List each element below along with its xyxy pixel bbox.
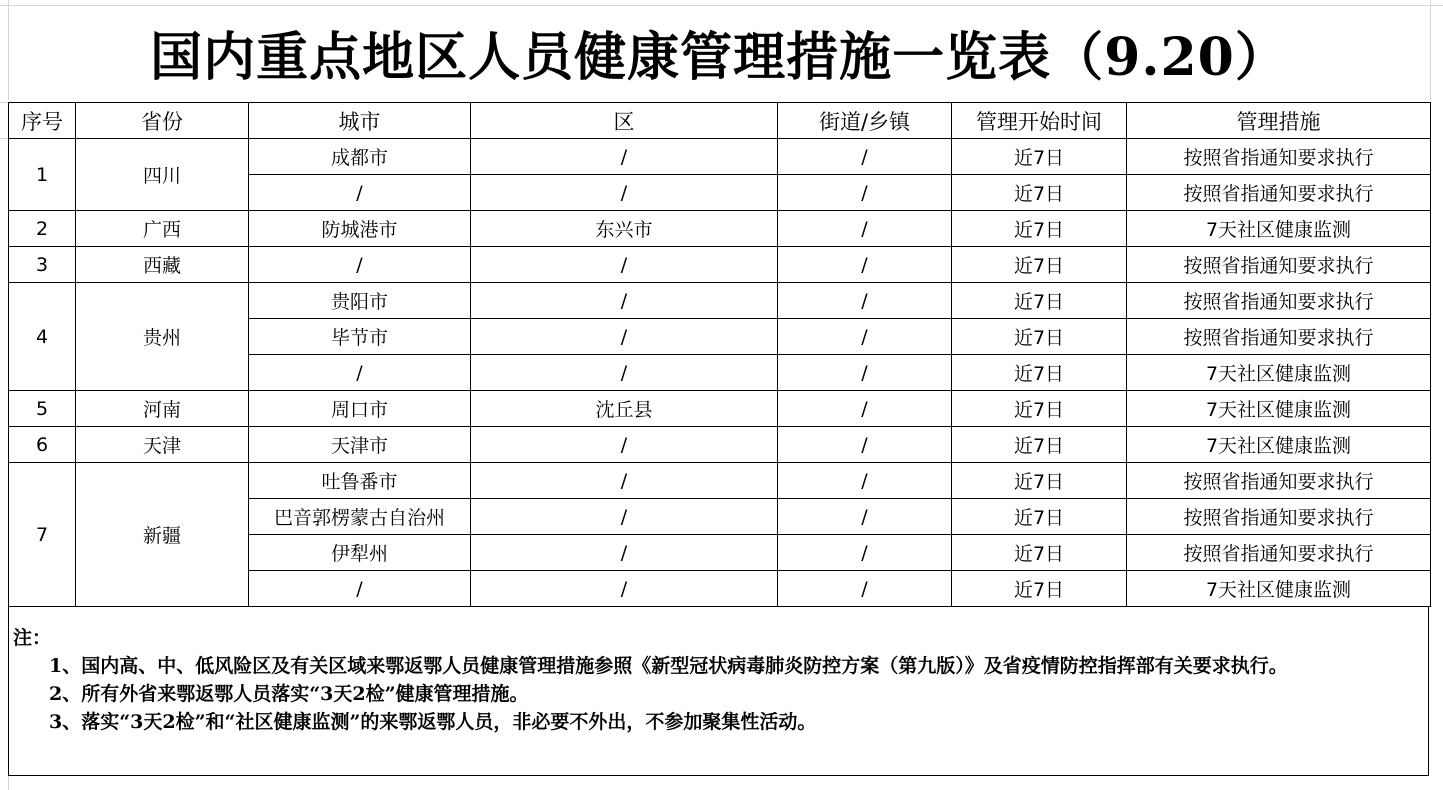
table-row xyxy=(9,139,1431,175)
cell-district[interactable]: / xyxy=(471,499,778,535)
cell-district[interactable]: / xyxy=(471,283,778,319)
cell-city[interactable]: 贵阳市 xyxy=(249,283,471,319)
cell-start-time[interactable]: 近7日 xyxy=(952,499,1127,535)
cell-no[interactable]: 3 xyxy=(9,247,76,283)
cell-province[interactable]: 天津 xyxy=(76,427,249,463)
cell-street[interactable]: / xyxy=(778,247,952,283)
cell-street[interactable]: / xyxy=(778,499,952,535)
cell-province[interactable]: 广西 xyxy=(76,211,249,247)
cell-measure[interactable]: 按照省指通知要求执行 xyxy=(1127,247,1431,283)
cell-province[interactable]: 新疆 xyxy=(76,463,249,607)
cell-start-time[interactable]: 近7日 xyxy=(952,427,1127,463)
page-title: 国内重点地区人员健康管理措施一览表（9.20） xyxy=(150,27,1288,88)
cell-district[interactable]: / xyxy=(471,139,778,175)
header-row xyxy=(9,103,1431,139)
cell-city[interactable]: / xyxy=(249,247,471,283)
cell-measure[interactable]: 7天社区健康监测 xyxy=(1127,211,1431,247)
cell-street[interactable]: / xyxy=(778,175,952,211)
cell-no[interactable]: 7 xyxy=(9,463,76,607)
cell-measure[interactable]: 7天社区健康监测 xyxy=(1127,571,1431,607)
cell-district[interactable]: 沈丘县 xyxy=(471,391,778,427)
cell-measure[interactable]: 按照省指通知要求执行 xyxy=(1127,283,1431,319)
cell-start-time[interactable]: 近7日 xyxy=(952,283,1127,319)
cell-street[interactable]: / xyxy=(778,391,952,427)
notes-label: 注： xyxy=(13,627,52,649)
cell-city[interactable]: 天津市 xyxy=(249,427,471,463)
notes-section xyxy=(8,606,1429,776)
cell-no[interactable]: 2 xyxy=(9,211,76,247)
cell-street[interactable]: / xyxy=(778,355,952,391)
table-body xyxy=(9,139,1431,607)
table-row xyxy=(9,247,1431,283)
cell-street[interactable]: / xyxy=(778,283,952,319)
cell-start-time[interactable]: 近7日 xyxy=(952,211,1127,247)
cell-no[interactable]: 1 xyxy=(9,139,76,211)
table-row xyxy=(9,211,1431,247)
table-row xyxy=(9,283,1431,319)
cell-city[interactable]: / xyxy=(249,175,471,211)
header-street[interactable]: 街道/乡镇 xyxy=(778,103,952,139)
cell-city[interactable]: 防城港市 xyxy=(249,211,471,247)
cell-measure[interactable]: 7天社区健康监测 xyxy=(1127,427,1431,463)
cell-district[interactable]: / xyxy=(471,427,778,463)
cell-start-time[interactable]: 近7日 xyxy=(952,247,1127,283)
cell-district[interactable]: / xyxy=(471,175,778,211)
cell-measure[interactable]: 按照省指通知要求执行 xyxy=(1127,499,1431,535)
cell-measure[interactable]: 按照省指通知要求执行 xyxy=(1127,319,1431,355)
cell-district[interactable]: / xyxy=(471,319,778,355)
cell-measure[interactable]: 7天社区健康监测 xyxy=(1127,355,1431,391)
cell-no[interactable]: 5 xyxy=(9,391,76,427)
cell-measure[interactable]: 按照省指通知要求执行 xyxy=(1127,139,1431,175)
cell-city[interactable]: 成都市 xyxy=(249,139,471,175)
header-district[interactable]: 区 xyxy=(471,103,778,139)
header-province[interactable]: 省份 xyxy=(76,103,249,139)
cell-district[interactable]: 东兴市 xyxy=(471,211,778,247)
cell-start-time[interactable]: 近7日 xyxy=(952,355,1127,391)
table-row xyxy=(9,391,1431,427)
table-row xyxy=(9,427,1431,463)
cell-street[interactable]: / xyxy=(778,139,952,175)
cell-start-time[interactable]: 近7日 xyxy=(952,571,1127,607)
cell-street[interactable]: / xyxy=(778,319,952,355)
cell-no[interactable]: 4 xyxy=(9,283,76,391)
cell-measure[interactable]: 按照省指通知要求执行 xyxy=(1127,535,1431,571)
cell-measure[interactable]: 按照省指通知要求执行 xyxy=(1127,175,1431,211)
cell-district[interactable]: / xyxy=(471,535,778,571)
cell-street[interactable]: / xyxy=(778,535,952,571)
cell-district[interactable]: / xyxy=(471,355,778,391)
note-item-2: 2、所有外省来鄂返鄂人员落实“3天2检”健康管理措施。 xyxy=(49,683,529,705)
cell-province[interactable]: 河南 xyxy=(76,391,249,427)
measures-table xyxy=(8,102,1431,607)
note-item-3: 3、落实“3天2检”和“社区健康监测”的来鄂返鄂人员，非必要不外出，不参加聚集性活动。 xyxy=(49,711,817,733)
header-measure[interactable]: 管理措施 xyxy=(1127,103,1431,139)
cell-city[interactable]: 巴音郭楞蒙古自治州 xyxy=(249,499,471,535)
cell-start-time[interactable]: 近7日 xyxy=(952,175,1127,211)
header-city[interactable]: 城市 xyxy=(249,103,471,139)
cell-street[interactable]: / xyxy=(778,427,952,463)
cell-city[interactable]: / xyxy=(249,571,471,607)
cell-city[interactable]: 伊犁州 xyxy=(249,535,471,571)
cell-street[interactable]: / xyxy=(778,571,952,607)
cell-start-time[interactable]: 近7日 xyxy=(952,463,1127,499)
cell-start-time[interactable]: 近7日 xyxy=(952,391,1127,427)
cell-district[interactable]: / xyxy=(471,247,778,283)
header-start-time[interactable]: 管理开始时间 xyxy=(952,103,1127,139)
cell-start-time[interactable]: 近7日 xyxy=(952,139,1127,175)
cell-no[interactable]: 6 xyxy=(9,427,76,463)
cell-city[interactable]: 周口市 xyxy=(249,391,471,427)
cell-city[interactable]: 毕节市 xyxy=(249,319,471,355)
cell-city[interactable]: 吐鲁番市 xyxy=(249,463,471,499)
cell-district[interactable]: / xyxy=(471,571,778,607)
cell-street[interactable]: / xyxy=(778,211,952,247)
cell-start-time[interactable]: 近7日 xyxy=(952,535,1127,571)
cell-street[interactable]: / xyxy=(778,463,952,499)
header-no[interactable]: 序号 xyxy=(9,103,76,139)
table-row xyxy=(9,463,1431,499)
cell-measure[interactable]: 按照省指通知要求执行 xyxy=(1127,463,1431,499)
note-item-1: 1、国内高、中、低风险区及有关区域来鄂返鄂人员健康管理措施参照《新型冠状病毒肺炎防控方案（第九版）》及省疫情防控指挥部有关要求执行。 xyxy=(49,655,1288,677)
cell-city[interactable]: / xyxy=(249,355,471,391)
cell-start-time[interactable]: 近7日 xyxy=(952,319,1127,355)
cell-measure[interactable]: 7天社区健康监测 xyxy=(1127,391,1431,427)
cell-province[interactable]: 西藏 xyxy=(76,247,249,283)
cell-district[interactable]: / xyxy=(471,463,778,499)
cell-province[interactable]: 四川 xyxy=(76,139,249,211)
cell-province[interactable]: 贵州 xyxy=(76,283,249,391)
